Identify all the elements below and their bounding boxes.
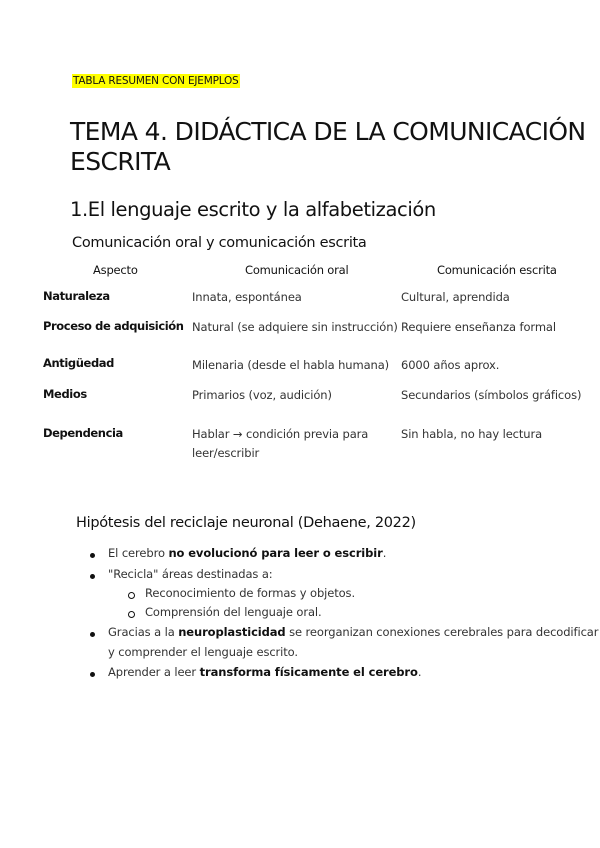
bullet-3-text: Gracias a la	[108, 625, 179, 639]
bullet-3-line2: y comprender el lenguaje escrito.	[108, 645, 298, 659]
cell-escrita-medios: Secundarios (símbolos gráficos)	[401, 388, 582, 402]
bullet-1-end: .	[382, 546, 387, 560]
cell-escrita-antiguedad: 6000 años aprox.	[401, 358, 500, 372]
bullet-4-bold: transforma físicamente el cerebro	[199, 665, 418, 679]
cell-escrita-proceso: Requiere enseñanza formal	[401, 320, 556, 334]
cell-oral-proceso: Natural (se adquiere sin instrucción)	[192, 320, 398, 334]
bullet-dot-3	[90, 632, 95, 637]
cell-escrita-naturaleza: Cultural, aprendida	[401, 290, 510, 304]
cell-oral-antiguedad: Milenaria (desde el habla humana)	[192, 358, 390, 372]
cell-oral-dependencia-line1: Hablar → condición previa para	[192, 427, 369, 441]
bullet-4	[108, 665, 421, 679]
row-label-antiguedad: Antigüedad	[43, 356, 114, 370]
row-label-proceso: Proceso de adquisición	[43, 319, 184, 333]
row-label-dependencia: Dependencia	[43, 426, 123, 440]
sub-bullet-circle-2	[128, 611, 135, 618]
cell-oral-dependencia-line2: leer/escribir	[192, 446, 260, 460]
page-title-line1: TEMA 4. DIDÁCTICA DE LA COMUNICACIÓN	[70, 117, 586, 146]
bullet-1	[108, 546, 386, 560]
hypothesis-title: Hipótesis del reciclaje neuronal (Dehaene, 2022)	[76, 515, 416, 531]
page-title-line2: ESCRITA	[70, 147, 171, 176]
section-title: 1.El lenguaje escrito y la alfabetización	[70, 198, 436, 221]
bullet-dot-4	[90, 672, 95, 677]
row-label-medios: Medios	[43, 387, 87, 401]
bullet-3	[108, 625, 598, 639]
bullet-dot-2	[90, 574, 95, 579]
table-header-escrita: Comunicación escrita	[437, 263, 557, 277]
sub-bullet-2: Comprensión del lenguaje oral.	[145, 605, 322, 619]
bullet-1-bold: no evolucionó para leer o escribir	[168, 546, 383, 560]
bullet-4-end: .	[417, 665, 422, 679]
cell-oral-medios: Primarios (voz, audición)	[192, 388, 332, 402]
bullet-4-text: Aprender a leer	[108, 665, 200, 679]
sub-bullet-circle-1	[128, 592, 135, 599]
subsection-title: Comunicación oral y comunicación escrita	[72, 235, 367, 251]
bullet-3-bold: neuroplasticidad	[178, 625, 286, 639]
sub-bullet-1: Reconocimiento de formas y objetos.	[145, 586, 356, 600]
summary-tag: TABLA RESUMEN CON EJEMPLOS	[73, 75, 239, 87]
table-header-oral: Comunicación oral	[245, 263, 349, 277]
row-label-naturaleza: Naturaleza	[43, 289, 110, 303]
bullet-1-text: El cerebro	[108, 546, 169, 560]
cell-escrita-dependencia: Sin habla, no hay lectura	[401, 427, 543, 441]
table-header-aspecto: Aspecto	[93, 263, 138, 277]
bullet-2: "Recicla" áreas destinadas a:	[108, 567, 273, 581]
cell-oral-naturaleza: Innata, espontánea	[192, 290, 302, 304]
bullet-dot-1	[90, 553, 95, 558]
bullet-3-rest: se reorganizan conexiones cerebrales para decodificar	[285, 625, 599, 639]
